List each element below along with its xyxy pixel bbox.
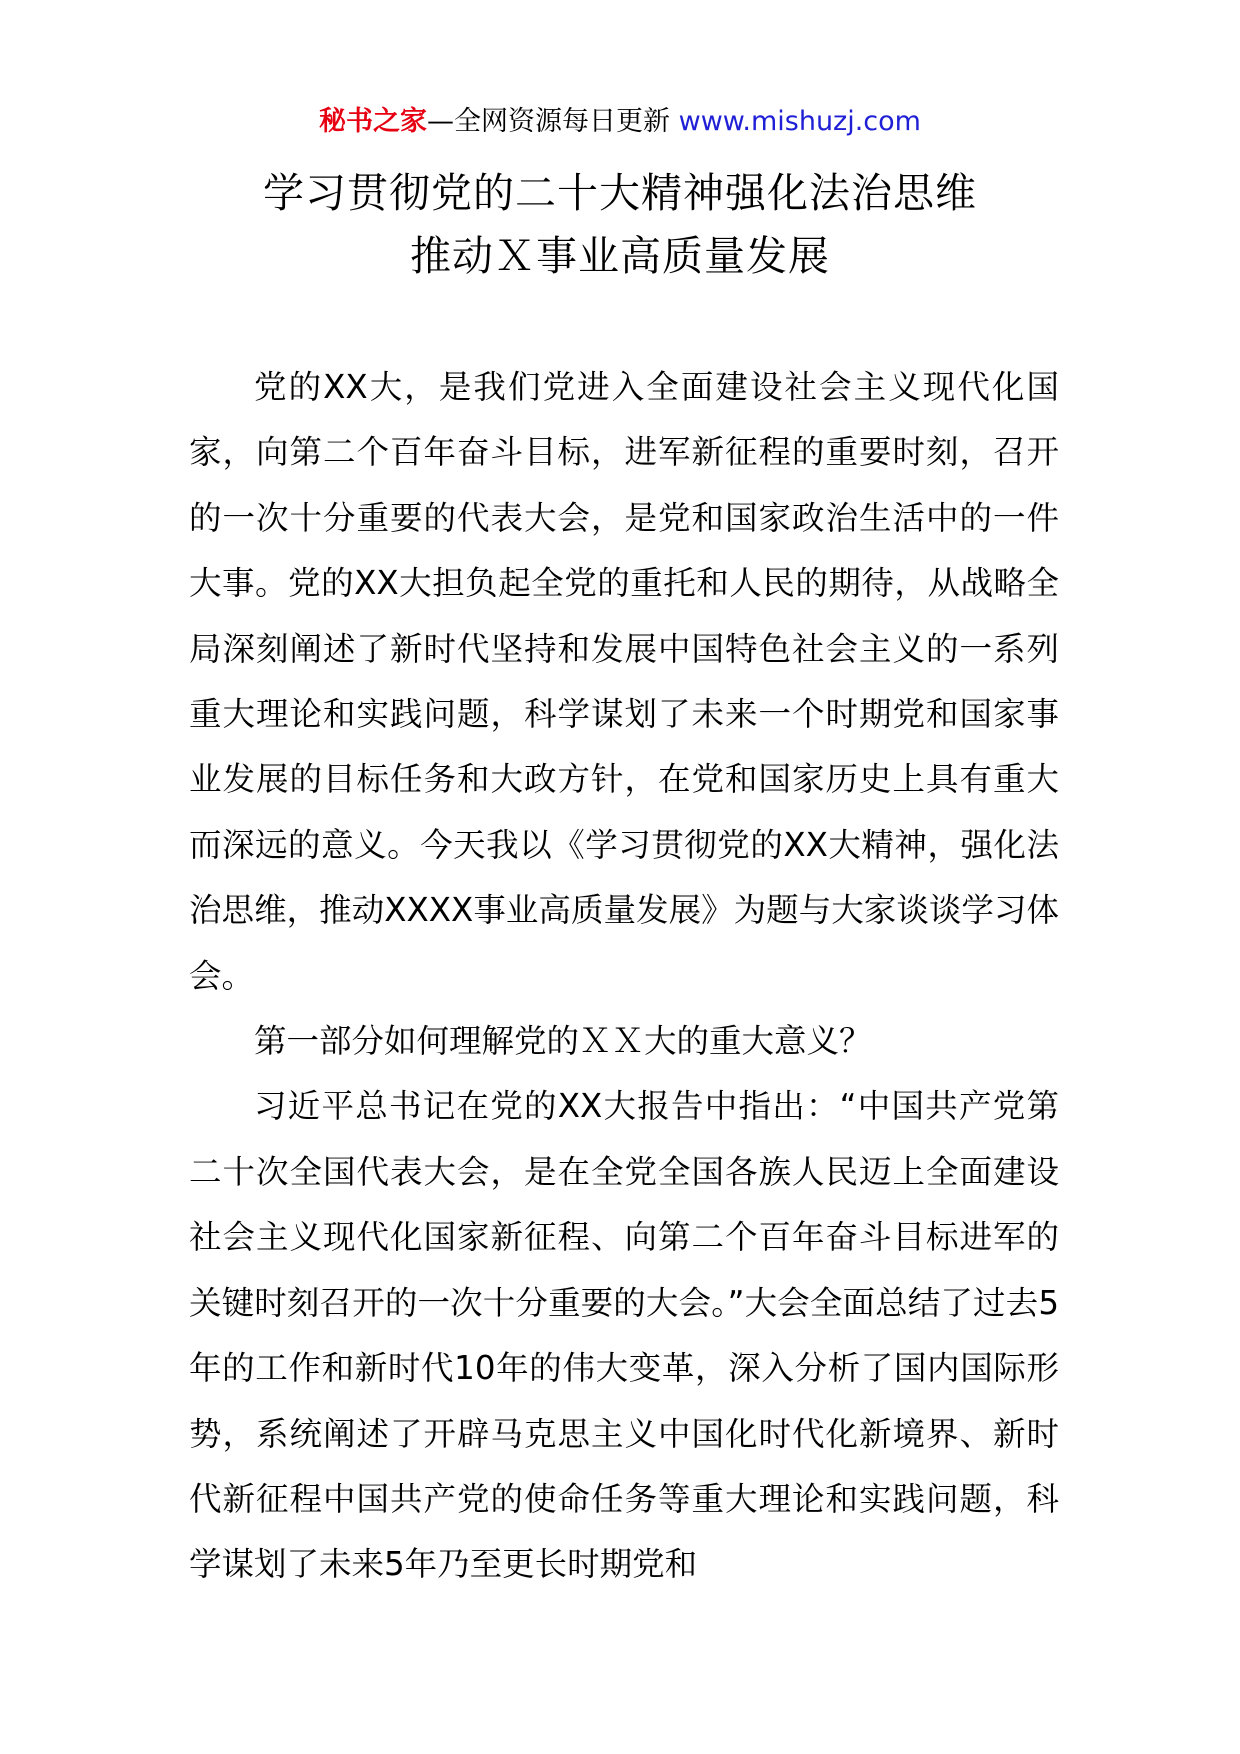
section-heading: 第一部分如何理解党的ＸＸ大的重大意义？ bbox=[254, 1022, 872, 1061]
document-title-line-2: 推动Ｘ事业高质量发展 bbox=[410, 232, 830, 280]
site-tagline: —全网资源每日更新 bbox=[427, 106, 671, 137]
site-url: www.mishuzj.com bbox=[678, 106, 921, 137]
document-body bbox=[189, 355, 1059, 1598]
document-title-line-1: 学习贯彻党的二十大精神强化法治思维 bbox=[263, 169, 977, 217]
site-header bbox=[0, 100, 1240, 144]
body-paragraph: 党的XX大，是我们党进入全面建设社会主义现代化国家，向第二个百年奋斗目标，进军新征程的重要时刻，召开的一次十分重要的代表大会，是党和国家政治生活中的一件大事。党的XX大担负起全党的重托和人民的期待，从战略全局深刻阐述了新时代坚持和发展中国特色社会主义的一系列重大理论和实践问题，科学谋划了未来一个时期党和国家事业发展的目标任务和大政方针，在党和国家历史上具有重大而深远的意义。今天我以《学习贯彻党的XX大精神，强化法治思维，推动XXXX事业高质量发展》为题与大家谈谈学习体会。 bbox=[189, 368, 1059, 995]
site-brand: 秘书之家 bbox=[319, 106, 428, 137]
body-paragraph: 习近平总书记在党的XX大报告中指出：“中国共产党第二十次全国代表大会，是在全党全国各族人民迈上全面建设社会主义现代化国家新征程、向第二个百年奋斗目标进军的关键时刻召开的一次十分重要的大会。”大会全面总结了过去5年的工作和新时代10年的伟大变革，深入分析了国内国际形势，系统阐述了开辟马克思主义中国化时代化新境界、新时代新征程中国共产党的使命任务等重大理论和实践问题，科学谋划了未来5年乃至更长时期党和 bbox=[189, 1087, 1059, 1584]
